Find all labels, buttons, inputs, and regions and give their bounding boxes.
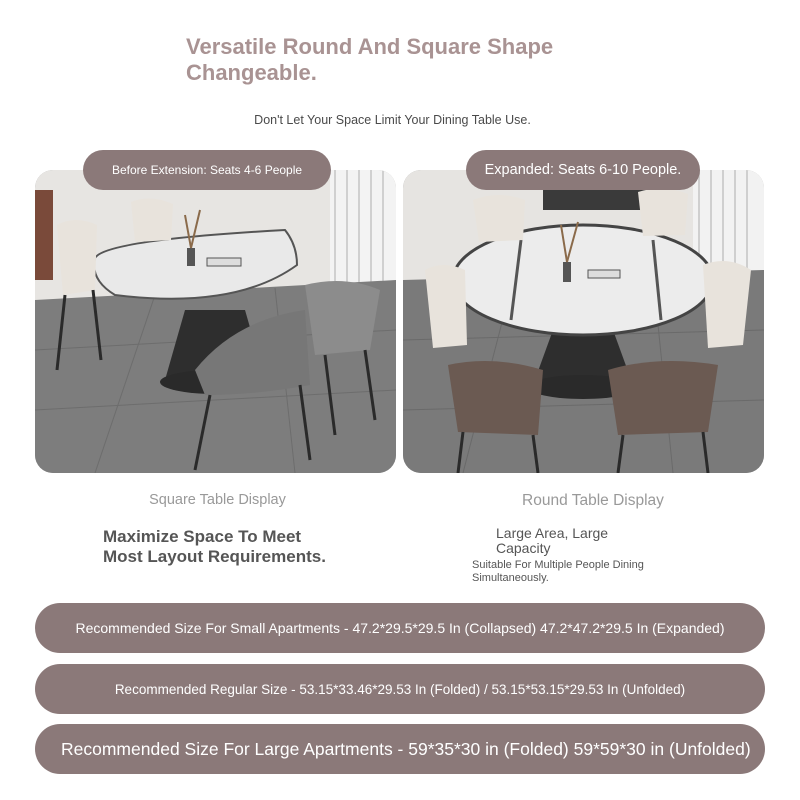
size-bar-large — [35, 724, 765, 774]
size-bar-regular — [35, 664, 765, 714]
expanded-badge: Expanded: Seats 6-10 People. — [466, 150, 700, 190]
square-table-photo — [35, 170, 396, 473]
before-extension-badge: Before Extension: Seats 4-6 People — [83, 150, 331, 190]
size-bar-small — [35, 603, 765, 653]
round-feature-heading: Large Area, Large Capacity — [496, 525, 609, 556]
round-feature-subtext: Suitable For Multiple People Dining Simultaneously. — [472, 559, 644, 584]
page-subtitle: Don't Let Your Space Limit Your Dining Table Use. — [254, 113, 531, 127]
square-table-caption: Square Table Display — [149, 492, 286, 508]
size-bar-large-label: Recommended Size For Large Apartments - 59*35*30 in (Folded) 59*59*30 in (Unfolded) — [61, 738, 751, 759]
round-table-caption: Round Table Display — [522, 492, 664, 509]
page-title: Versatile Round And Square Shape Changeable. — [186, 34, 554, 85]
square-feature-heading: Maximize Space To Meet Most Layout Requirements. — [103, 527, 326, 566]
size-bar-small-label: Recommended Size For Small Apartments - 47.2*29.5*29.5 In (Collapsed) 47.2*47.2*29.5 In (Expanded) — [75, 620, 725, 636]
round-table-photo — [403, 170, 764, 473]
size-bar-regular-label: Recommended Regular Size - 53.15*33.46*29.53 In (Folded) / 53.15*53.15*29.53 In (Unfolded) — [114, 681, 686, 697]
